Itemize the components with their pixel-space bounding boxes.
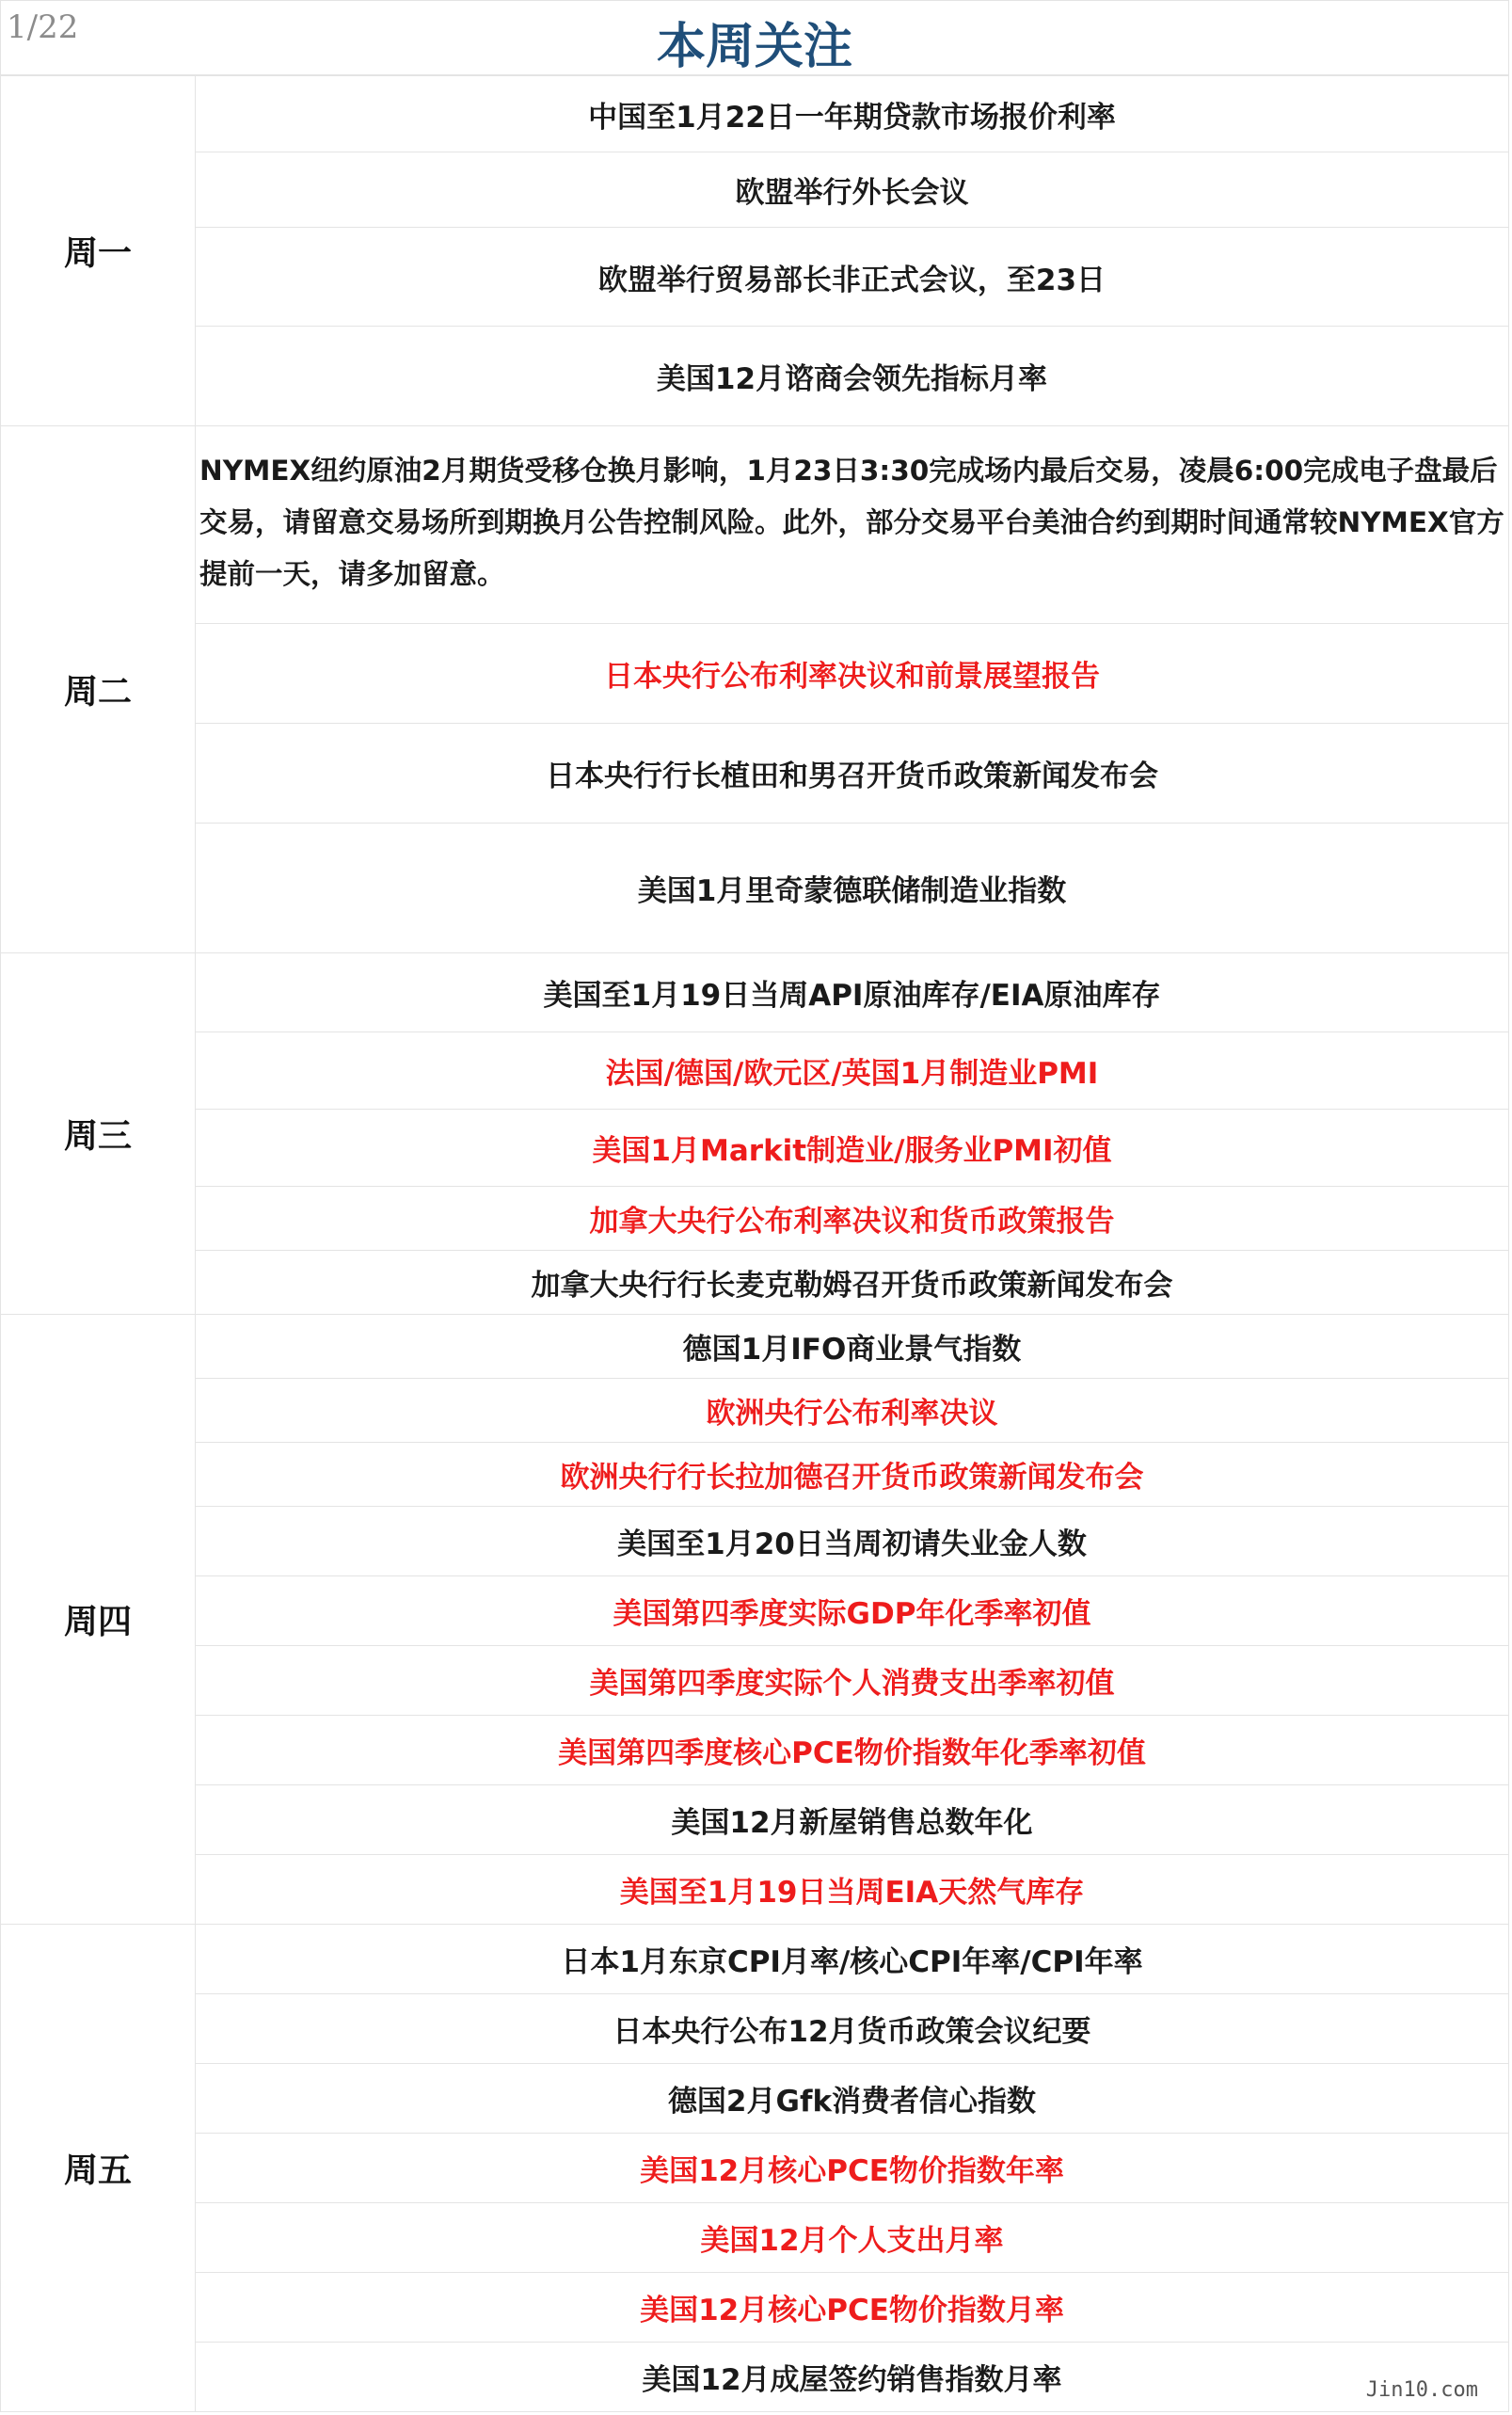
day-label: 周三 xyxy=(1,953,196,1315)
event-row xyxy=(1,2273,1509,2343)
event-item: 欧盟举行贸易部长非正式会议，至23日 xyxy=(196,228,1509,327)
event-row xyxy=(1,1110,1509,1187)
event-item-highlight: 美国第四季度实际个人消费支出季率初值 xyxy=(196,1646,1509,1716)
event-item: 德国2月Gfk消费者信心指数 xyxy=(196,2064,1509,2134)
event-item-highlight: 美国第四季度实际GDP年化季率初值 xyxy=(196,1576,1509,1646)
event-item-highlight: 美国12月核心PCE物价指数年率 xyxy=(196,2134,1509,2203)
day-label: 周五 xyxy=(1,1925,196,2412)
event-row xyxy=(1,327,1509,426)
event-item-highlight: 欧洲央行公布利率决议 xyxy=(196,1379,1509,1443)
event-row xyxy=(1,1251,1509,1315)
event-item: 美国12月谘商会领先指标月率 xyxy=(196,327,1509,426)
event-item: 中国至1月22日一年期贷款市场报价利率 xyxy=(196,76,1509,152)
event-item: 日本央行行长植田和男召开货币政策新闻发布会 xyxy=(196,724,1509,824)
page-title: 本周关注 xyxy=(656,19,852,75)
event-item: 日本央行公布12月货币政策会议纪要 xyxy=(196,1994,1509,2064)
event-item-highlight: 日本央行公布利率决议和前景展望报告 xyxy=(196,624,1509,724)
event-row xyxy=(1,2343,1509,2412)
event-row xyxy=(1,2134,1509,2203)
watermark: Jin10.com xyxy=(1365,2378,1478,2402)
event-item: 美国至1月19日当周API原油库存/EIA原油库存 xyxy=(196,953,1509,1032)
event-row xyxy=(1,1716,1509,1785)
event-item-highlight: 欧洲央行行长拉加德召开货币政策新闻发布会 xyxy=(196,1443,1509,1507)
event-row xyxy=(1,1785,1509,1855)
event-row xyxy=(1,76,1509,152)
event-row xyxy=(1,2064,1509,2134)
day-label: 周四 xyxy=(1,1315,196,1925)
schedule-table xyxy=(0,75,1509,2412)
event-row xyxy=(1,1994,1509,2064)
event-item-highlight: 美国至1月19日当周EIA天然气库存 xyxy=(196,1855,1509,1925)
event-item: 美国至1月20日当周初请失业金人数 xyxy=(196,1507,1509,1576)
event-row xyxy=(1,824,1509,953)
event-item-highlight: 美国第四季度核心PCE物价指数年化季率初值 xyxy=(196,1716,1509,1785)
event-row xyxy=(1,1187,1509,1251)
event-row xyxy=(1,1443,1509,1507)
event-row xyxy=(1,2203,1509,2273)
event-item: NYMEX纽约原油2月期货受移仓换月影响，1月23日3:30完成场内最后交易，凌晨6:00完成电子盘最后交易，请留意交易场所到期换月公告控制风险。此外，部分交易平台美油合约到期时间通常较NYMEX官方提前一天，请多加留意。 xyxy=(196,426,1509,624)
page-counter: 1/22 xyxy=(7,8,79,46)
day-label: 周一 xyxy=(1,76,196,426)
event-row xyxy=(1,624,1509,724)
event-row xyxy=(1,1379,1509,1443)
event-row xyxy=(1,1646,1509,1716)
event-item-highlight: 美国12月核心PCE物价指数月率 xyxy=(196,2273,1509,2343)
event-item: 德国1月IFO商业景气指数 xyxy=(196,1315,1509,1379)
event-row xyxy=(1,1032,1509,1110)
event-item-highlight: 美国1月Markit制造业/服务业PMI初值 xyxy=(196,1110,1509,1187)
event-row xyxy=(1,953,1509,1032)
event-item: 加拿大央行行长麦克勒姆召开货币政策新闻发布会 xyxy=(196,1251,1509,1315)
event-row xyxy=(1,724,1509,824)
event-row xyxy=(1,1576,1509,1646)
event-row xyxy=(1,1925,1509,1994)
event-row xyxy=(1,228,1509,327)
event-item: 美国12月新屋销售总数年化 xyxy=(196,1785,1509,1855)
day-label: 周二 xyxy=(1,426,196,953)
event-row xyxy=(1,1855,1509,1925)
event-item-highlight: 法国/德国/欧元区/英国1月制造业PMI xyxy=(196,1032,1509,1110)
event-item: 美国1月里奇蒙德联储制造业指数 xyxy=(196,824,1509,953)
event-item-highlight: 美国12月个人支出月率 xyxy=(196,2203,1509,2273)
event-item: 日本1月东京CPI月率/核心CPI年率/CPI年率 xyxy=(196,1925,1509,1994)
event-row xyxy=(1,1507,1509,1576)
event-item-highlight: 加拿大央行公布利率决议和货币政策报告 xyxy=(196,1187,1509,1251)
event-row xyxy=(1,1315,1509,1379)
event-item: 美国12月成屋签约销售指数月率 xyxy=(196,2343,1509,2412)
event-row xyxy=(1,152,1509,228)
header xyxy=(0,0,1509,75)
event-item: 欧盟举行外长会议 xyxy=(196,152,1509,228)
event-row xyxy=(1,426,1509,624)
